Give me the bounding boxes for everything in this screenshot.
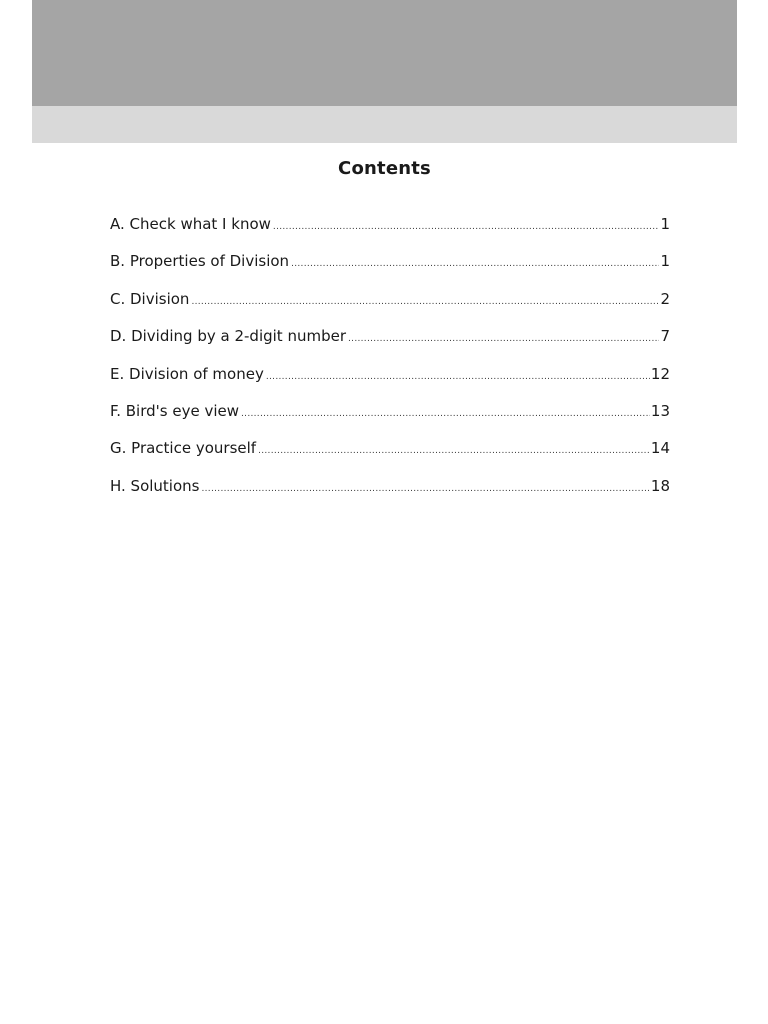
toc-dot-leader: [266, 372, 650, 382]
toc-page-number: 2: [660, 289, 670, 308]
toc-entry-label: F. Bird's eye view: [110, 401, 239, 420]
toc-entry-birds-eye-view[interactable]: [110, 400, 670, 437]
toc-dot-leader: [191, 297, 659, 307]
page-title: Contents: [338, 158, 431, 179]
toc-dot-leader: [291, 259, 659, 269]
toc-entry-label: C. Division: [110, 289, 190, 308]
toc-entry-properties-of-division[interactable]: [110, 250, 670, 287]
toc-dot-leader: [273, 222, 660, 232]
toc-page-number: 18: [650, 476, 670, 495]
toc-entry-practice-yourself[interactable]: [110, 437, 670, 474]
toc-page-number: 13: [650, 401, 670, 420]
toc-page-number: 1: [660, 252, 670, 271]
toc-entry-label: A. Check what I know: [110, 215, 271, 233]
toc-entry-solutions[interactable]: [110, 475, 670, 512]
toc-entry-label: H. Solutions: [110, 476, 200, 495]
toc-entry-dividing-by-2-digit[interactable]: [110, 325, 670, 362]
toc-entry-label: G. Practice yourself: [110, 439, 257, 458]
toc-page-number: 14: [650, 439, 670, 458]
toc-entry-division-of-money[interactable]: [110, 363, 670, 400]
toc-entry-label: D. Dividing by a 2-digit number: [110, 327, 346, 346]
header-band-light: [32, 106, 737, 143]
toc-page-number: 1: [660, 215, 670, 233]
toc-dot-leader: [241, 409, 650, 419]
toc-entry-label: E. Division of money: [110, 364, 264, 383]
table-of-contents: [110, 213, 670, 512]
toc-entry-division[interactable]: [110, 288, 670, 325]
toc-dot-leader: [258, 446, 650, 456]
toc-dot-leader: [348, 334, 659, 344]
toc-page-number: 12: [650, 364, 670, 383]
toc-dot-leader: [201, 484, 649, 494]
header-band-dark: [32, 0, 737, 106]
toc-entry-label: B. Properties of Division: [110, 252, 290, 271]
toc-page-number: 7: [660, 327, 670, 346]
toc-entry-check-what-i-know[interactable]: [110, 213, 670, 250]
